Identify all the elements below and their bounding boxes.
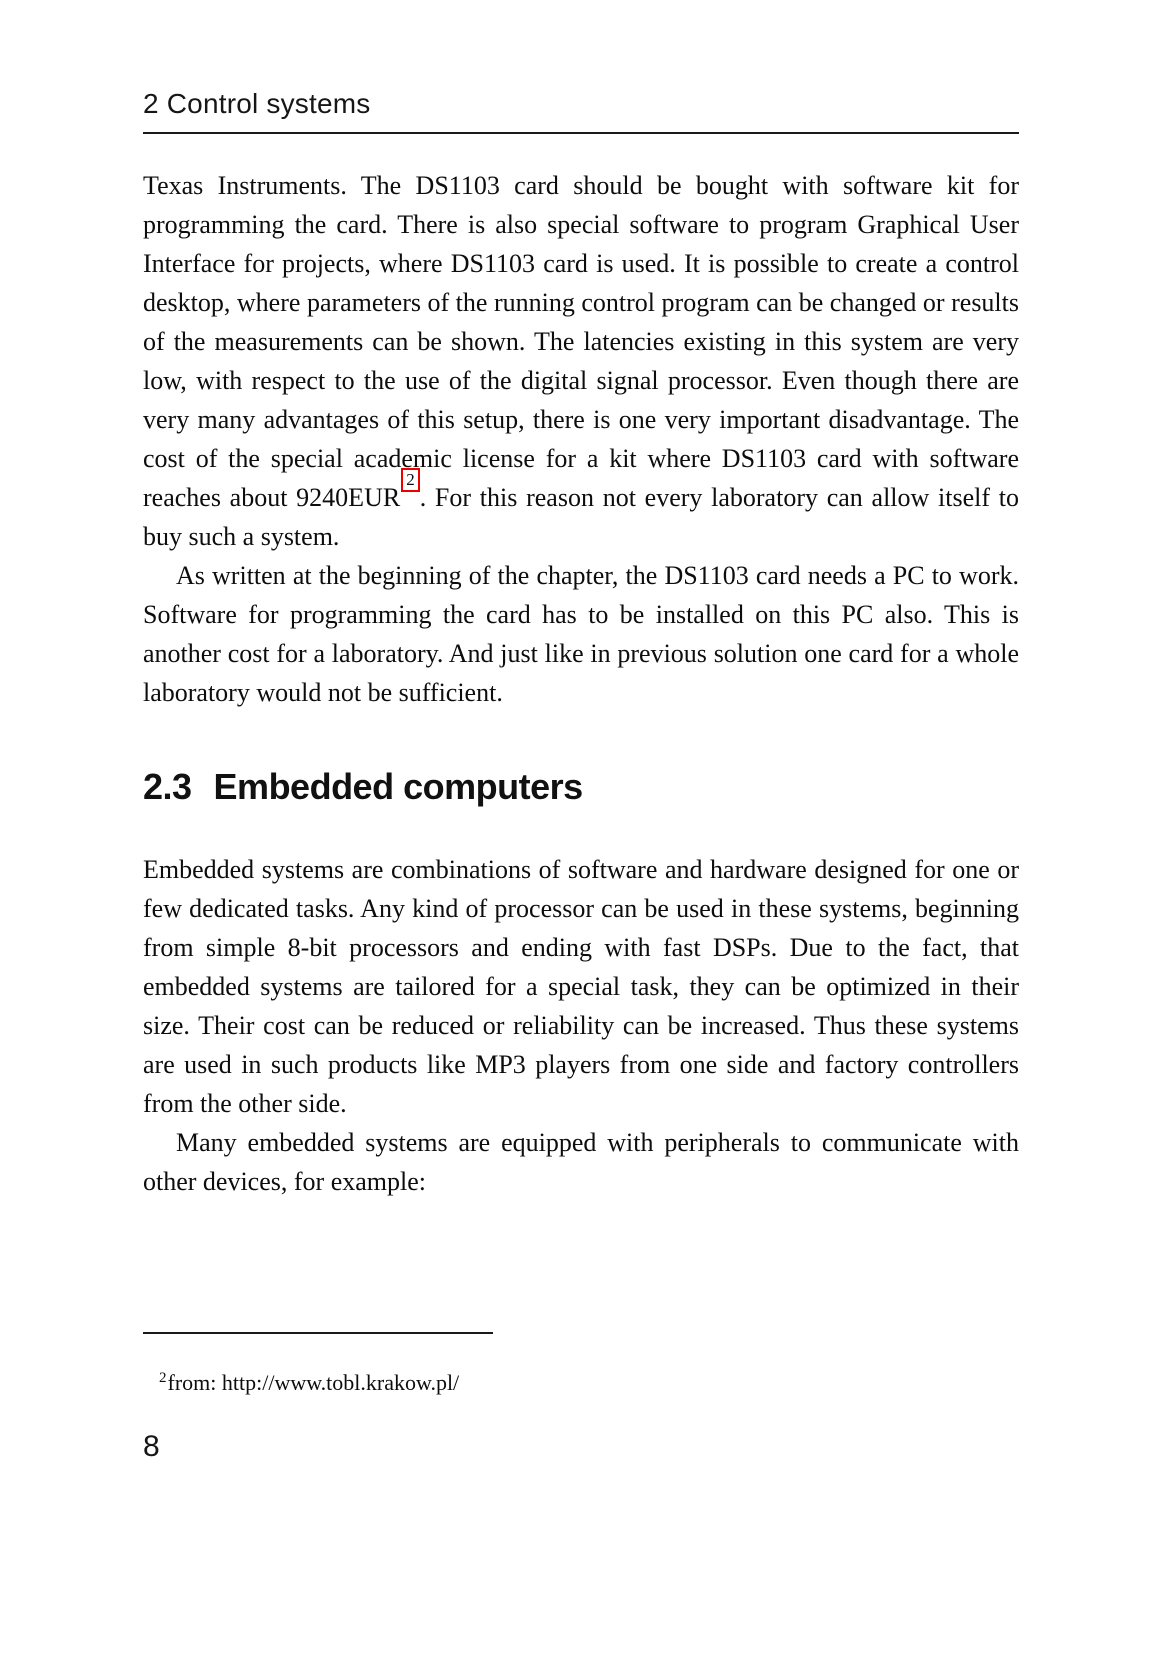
running-header-chapter-title: 2 Control systems — [143, 88, 371, 119]
footnote-ref-link[interactable]: 2 — [401, 468, 420, 492]
paragraph-text-before-footnote-ref: Texas Instruments. The DS1103 card should be bought with software kit for programming the card. There is also special software to program Graphical User Interface for projects, where DS1103 card is used. It is possible to create a control desktop, where parameters of the running control program can be changed or results of the measurements can be shown. The latencies existing in this system are very low, with respect to the use of the digital signal processor. Even though there are very many advantages of this setup, there is one very important disadvantage. The cost of the special academic license for a kit where DS1103 card with software reaches about 9240EUR — [143, 171, 1019, 512]
section-number: 2.3 — [143, 766, 192, 807]
paragraph-text-after-footnote-ref: . For this reason not every laboratory can allow itself to buy such a system. — [143, 483, 1019, 551]
section-heading — [143, 766, 1019, 808]
header-rule — [143, 132, 1019, 134]
section-title: Embedded computers — [213, 766, 583, 807]
footnote-text: from: http://www.tobl.krakow.pl/ — [167, 1370, 460, 1395]
page-number: 8 — [143, 1430, 160, 1463]
paragraph-peripherals: Many embedded systems are equipped with peripherals to communicate with other devices, for example: — [143, 1128, 1019, 1196]
paragraph-pc-required: As written at the beginning of the chapter, the DS1103 card needs a PC to work. Software for programming the card has to be installed on this PC also. This is another cost for a laboratory. And just like in previous solution one card for a whole laboratory would not be sufficient. — [143, 561, 1019, 707]
footnote-rule — [143, 1332, 493, 1334]
footnote — [143, 1363, 1019, 1398]
page-body — [143, 166, 1019, 1201]
paragraph-embedded-systems: Embedded systems are combinations of software and hardware designed for one or few dedicated tasks. Any kind of processor can be used in these systems, beginning from simple 8-bit processors and ending with fast DSPs. Due to the fact, that embedded systems are tailored for a special task, they can be optimized in their size. Their cost can be reduced or reliability can be increased. Thus these systems are used in such products like MP3 players from one side and factory controllers from the other side. — [143, 855, 1019, 1118]
footnote-marker: 2 — [159, 1370, 167, 1386]
paragraph-ds1103 — [143, 166, 1019, 556]
